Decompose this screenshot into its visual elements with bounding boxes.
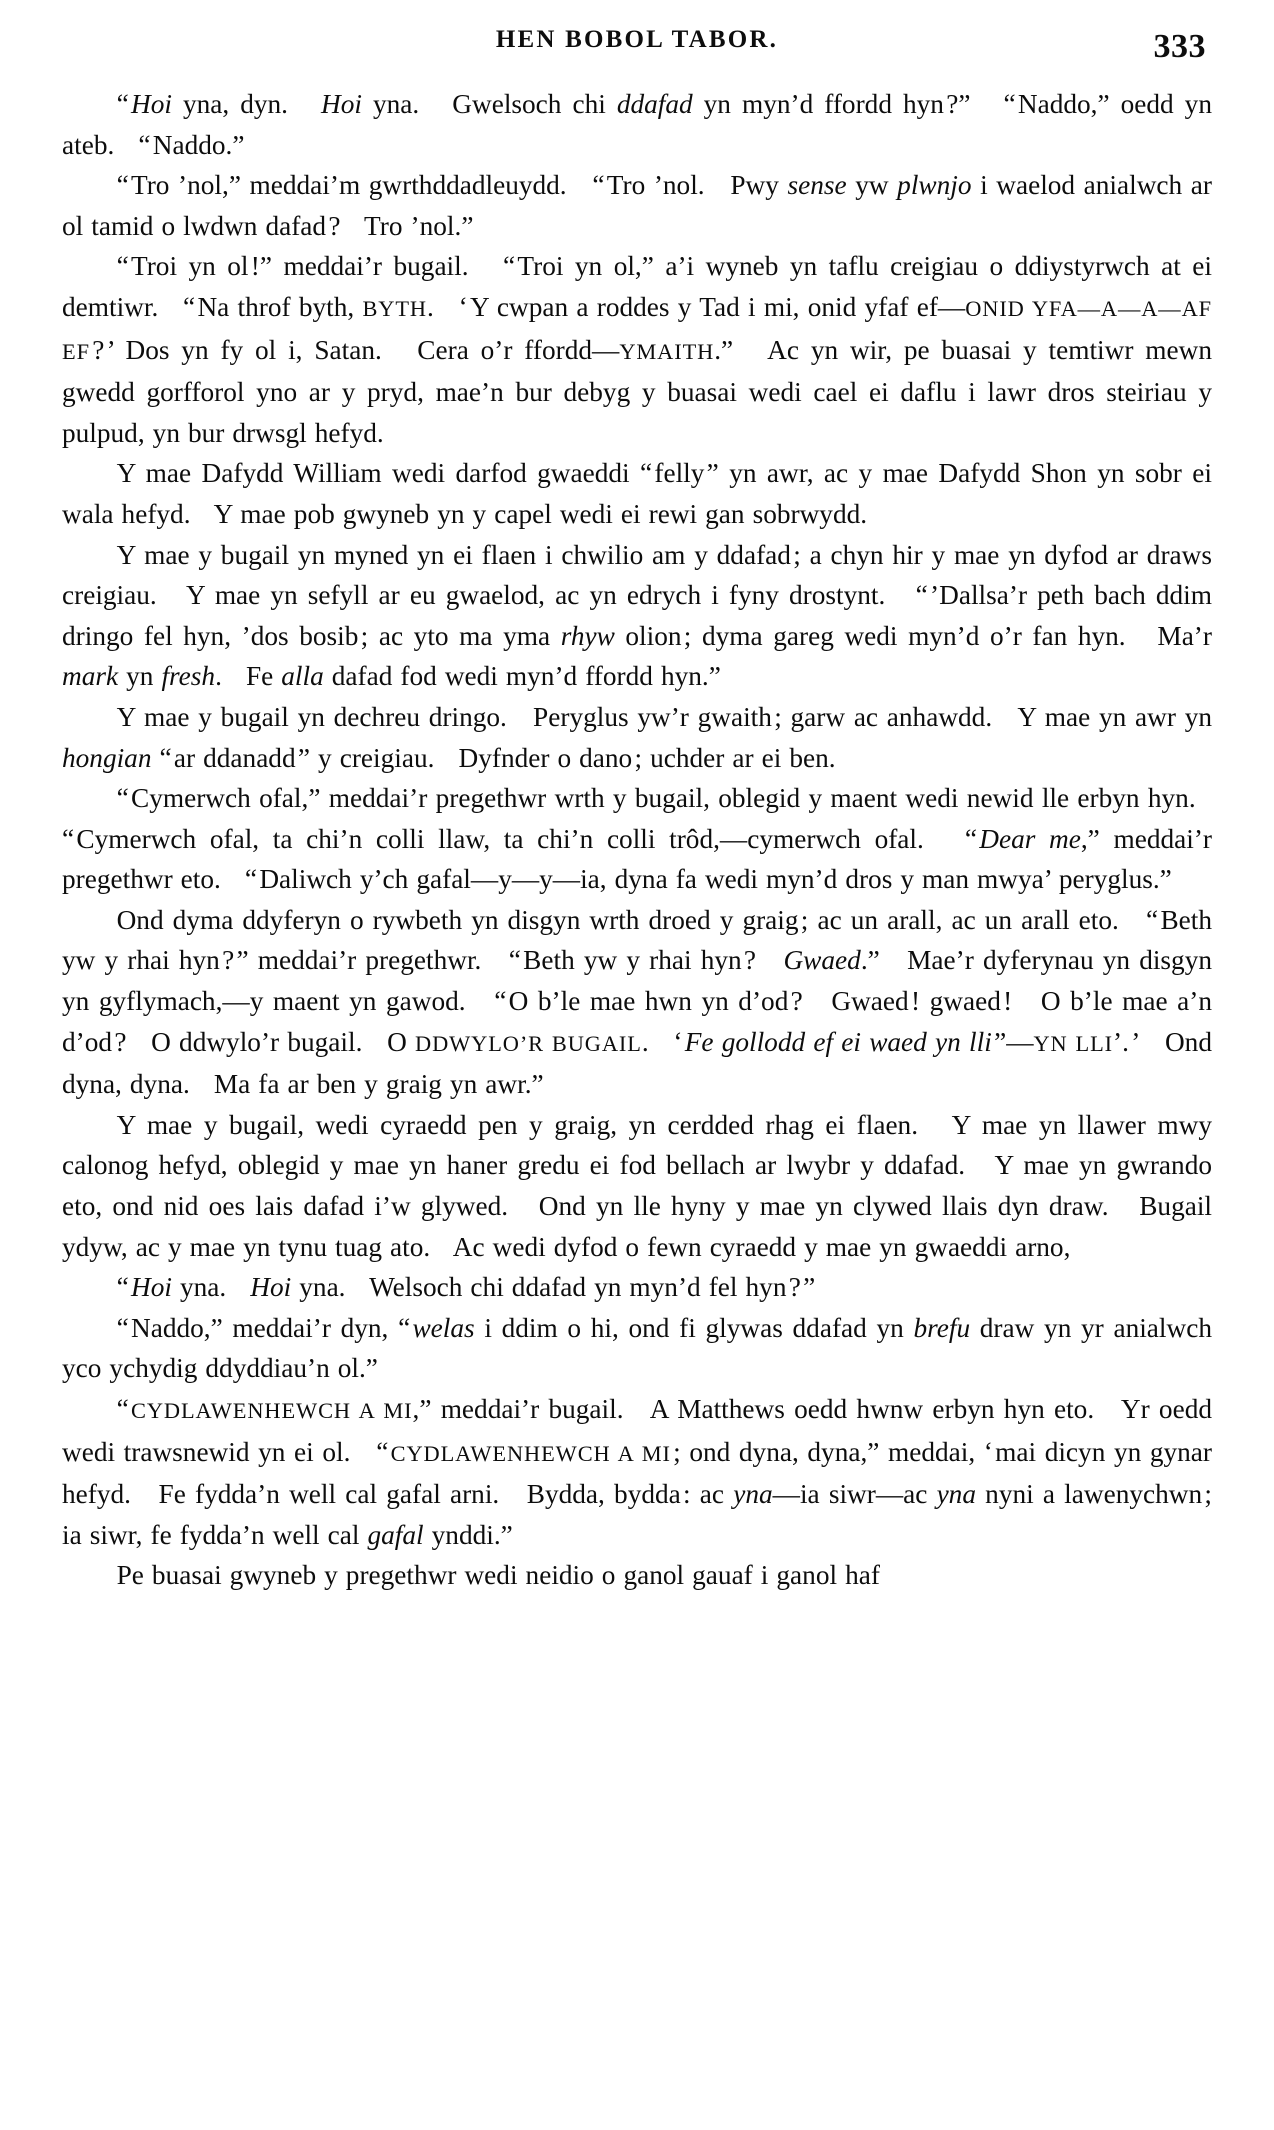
- paragraph: “ CYDLAWENHEWCH A MI,” meddai’r bugail. A Matthews oedd hwnw erbyn hyn eto. Yr oedd wedi trawsnewid yn ei ol. “ CYDLAWENHEWCH A MI ; ond dyna, dyna,” meddai, ‘ mai dicyn yn gynar hefyd. Fe fydda’n well cal gafal arni. Bydda, bydda : ac yna—ia siwr—ac yna nyni a lawenychwn ; ia siwr, fe fydda’n well cal gafal ynddi.”: [62, 1394, 1213, 1550]
- paragraph: Y mae y bugail yn dechreu dringo. Peryglus yw’r gwaith ; garw ac anhawdd. Y mae yn awr yn hongian “ ar ddanadd ” y creigiau. Dyfnder o dano ; uchder ar ei ben.: [62, 701, 1212, 773]
- paragraph: “ Troi yn ol !” meddai’r bugail. “ Troi yn ol,” a’i wyneb yn taflu creigiau o ddiystyrwch at ei demtiwr. “ Na throf byth, BYTH. ‘ Y cwpan a roddes y Tad i mi, onid yfaf ef—ONID YFA—A—A—AF EF ? ’ Dos yn fy ol i, Satan. Cera o’r ffordd—YMAITH.” Ac yn wir, pe buasai y temtiwr mewn gwedd gorfforol yno ar y pryd, mae’n bur debyg y buasai wedi cael ei daflu i lawr dros steiriau y pulpud, yn bur drwsgl hefyd.: [62, 251, 1212, 448]
- running-title: HEN BOBOL TABOR.: [495, 26, 779, 53]
- paragraph: Y mae y bugail, wedi cyraedd pen y graig, yn cerdded rhag ei flaen. Y mae yn llawer mwy calonog hefyd, oblegid y mae yn haner gredu ei fod bellach ar lwybr y ddafad. Y mae yn gwrando eto, ond nid oes lais dafad i’w glywed. Ond yn lle hyny y mae yn clywed llais dyn draw. Bugail ydyw, ac y mae yn tynu tuag ato. Ac wedi dyfod o fewn cyraedd y mae yn gwaeddi arno,: [62, 1109, 1212, 1262]
- paragraph: Y mae Dafydd William wedi darfod gwaeddi “ felly ” yn awr, ac y mae Dafydd Shon yn sobr ei wala hefyd. Y mae pob gwyneb yn y capel wedi ei rewi gan sobrwydd.: [62, 458, 1212, 529]
- paragraph: “ Tro ’nol,” meddai’m gwrthddadleuydd. “ Tro ’nol. Pwy sense yw plwnjo i waelod anialwch ar ol tamid o lwdwn dafad ? Tro ’nol.”: [62, 170, 1212, 241]
- paragraph: “ Cymerwch ofal,” meddai’r pregethwr wrth y bugail, oblegid y maent wedi newid lle erbyn hyn. “ Cymerwch ofal, ta chi’n colli llaw, ta chi’n colli trôd,—cymerwch ofal. “ Dear me,” meddai’r pregethwr eto. “ Daliwch y’ch gafal—y—y—ia, dyna fa wedi myn’d dros y man mwya’ peryglus.”: [62, 783, 1212, 895]
- paragraph: “ Hoi yna. Hoi yna. Welsoch chi ddafad yn myn’d fel hyn ? ”: [116, 1272, 816, 1303]
- paragraph: Pe buasai gwyneb y pregethwr wedi neidio o ganol gauaf i ganol haf: [116, 1560, 880, 1591]
- page-header: [62, 26, 1212, 72]
- page-body: [62, 84, 1212, 1596]
- paragraph: Ond dyma ddyferyn o rywbeth yn disgyn wrth droed y graig ; ac un arall, ac un arall eto. “ Beth yw y rhai hyn ? ” meddai’r pregethwr. “ Beth yw y rhai hyn ? Gwaed.” Mae’r dyferynau yn disgyn yn gyflymach,—y maent yn gawod. “ O b’le mae hwn yn d’od ? Gwaed ! gwaed ! O b’le mae a’n d’od ? O ddwylo’r bugail. O DDWYLO’R BUGAIL. ‘ Fe gollodd ef ei waed yn lli ”—YN LLI’. ’ Ond dyna, dyna. Ma fa ar ben y graig yn awr.”: [62, 904, 1213, 1100]
- paragraph: Y mae y bugail yn myned yn ei flaen i chwilio am y ddafad ; a chyn hir y mae yn dyfod ar draws creigiau. Y mae yn sefyll ar eu gwaelod, ac yn edrych i fyny drostynt. “ ’Dallsa’r peth bach ddim dringo fel hyn, ’dos bosib ; ac yto ma yma rhyw olion ; dyma gareg wedi myn’d o’r fan hyn. Ma’r mark yn fresh. Fe alla dafad fod wedi myn’d ffordd hyn.”: [62, 539, 1212, 692]
- paragraph: “ Hoi yna, dyn. Hoi yna. Gwelsoch chi ddafad yn myn’d ffordd hyn ?” “ Naddo,” oedd yn ateb. “ Naddo.”: [62, 89, 1212, 160]
- paragraph: “ Naddo,” meddai’r dyn, “ welas i ddim o hi, ond fi glywas ddafad yn brefu draw yn yr anialwch yco ychydig ddyddiau’n ol.”: [62, 1312, 1212, 1384]
- page-number: 333: [1153, 28, 1206, 65]
